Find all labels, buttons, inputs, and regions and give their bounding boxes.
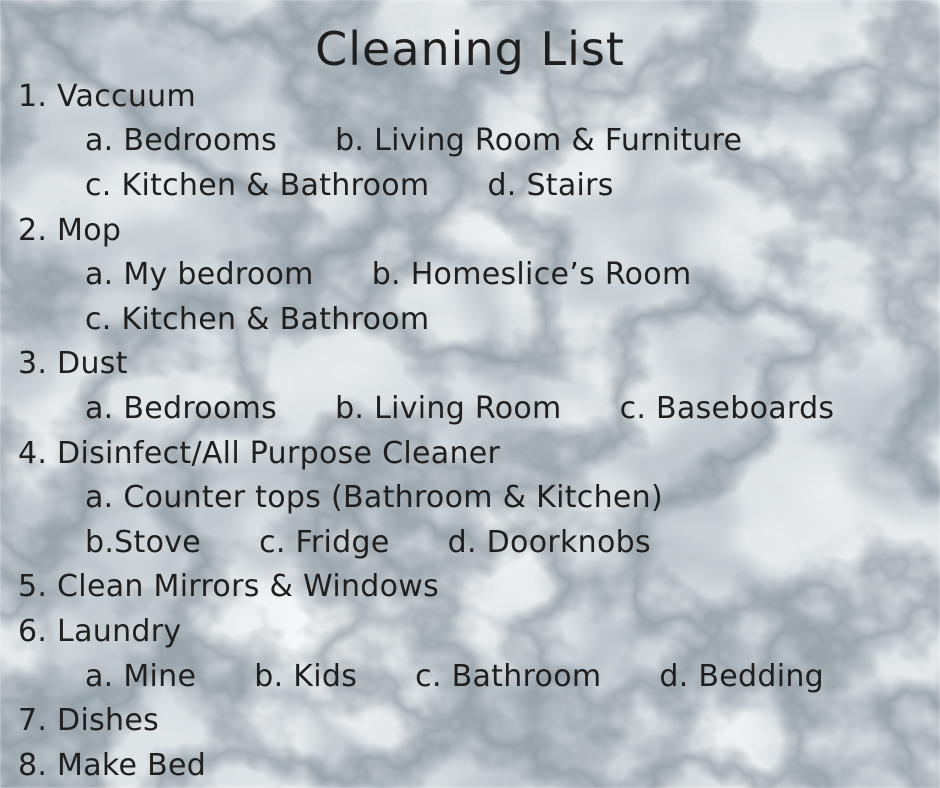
section-heading-dishes: 7. Dishes xyxy=(18,703,160,739)
sub-item: c. Baseboards xyxy=(619,390,835,426)
section-mop-row-2 xyxy=(0,297,940,342)
section-heading-disinfect: 4. Disinfect/All Purpose Cleaner xyxy=(18,435,501,471)
sub-item: a. Bedrooms xyxy=(85,390,278,426)
section-heading-mop: 2. Mop xyxy=(18,212,122,248)
sub-item: b. Living Room & Furniture xyxy=(335,123,743,159)
sub-item: a. Counter tops (Bathroom & Kitchen) xyxy=(85,480,663,516)
sub-item: d. Stairs xyxy=(487,167,614,203)
sub-item: a. Mine xyxy=(85,658,197,694)
sub-item: d. Bedding xyxy=(659,658,825,694)
sub-item: d. Doorknobs xyxy=(447,524,651,560)
section-vaccuum-row-2 xyxy=(0,163,940,208)
sub-item: b.Stove xyxy=(85,524,202,560)
sub-item: c. Kitchen & Bathroom xyxy=(85,167,430,203)
section-heading-dust: 3. Dust xyxy=(18,346,128,382)
sub-item: b. Living Room xyxy=(335,390,562,426)
sub-item: c. Bathroom xyxy=(415,658,602,694)
sub-item: b. Homeslice’s Room xyxy=(371,257,692,293)
section-heading-mirrors-windows: 5. Clean Mirrors & Windows xyxy=(18,569,440,605)
section-disinfect-row-2 xyxy=(0,520,940,565)
section-heading-make-bed: 8. Make Bed xyxy=(18,747,207,783)
section-mop-row-1 xyxy=(0,252,940,297)
section-vaccuum-row-1 xyxy=(0,119,940,164)
section-disinfect-row-1 xyxy=(0,475,940,520)
sub-item: c. Fridge xyxy=(259,524,390,560)
sub-item: a. Bedrooms xyxy=(85,123,278,159)
section-heading-laundry: 6. Laundry xyxy=(18,613,182,649)
section-laundry-row-1 xyxy=(0,654,940,699)
page-title: Cleaning List xyxy=(315,22,625,76)
section-dust-row-1 xyxy=(0,386,940,431)
section-heading-vaccuum: 1. Vaccuum xyxy=(18,78,196,114)
sub-item: a. My bedroom xyxy=(85,257,314,293)
sub-item: c. Kitchen & Bathroom xyxy=(85,301,430,337)
sub-item: b. Kids xyxy=(254,658,358,694)
